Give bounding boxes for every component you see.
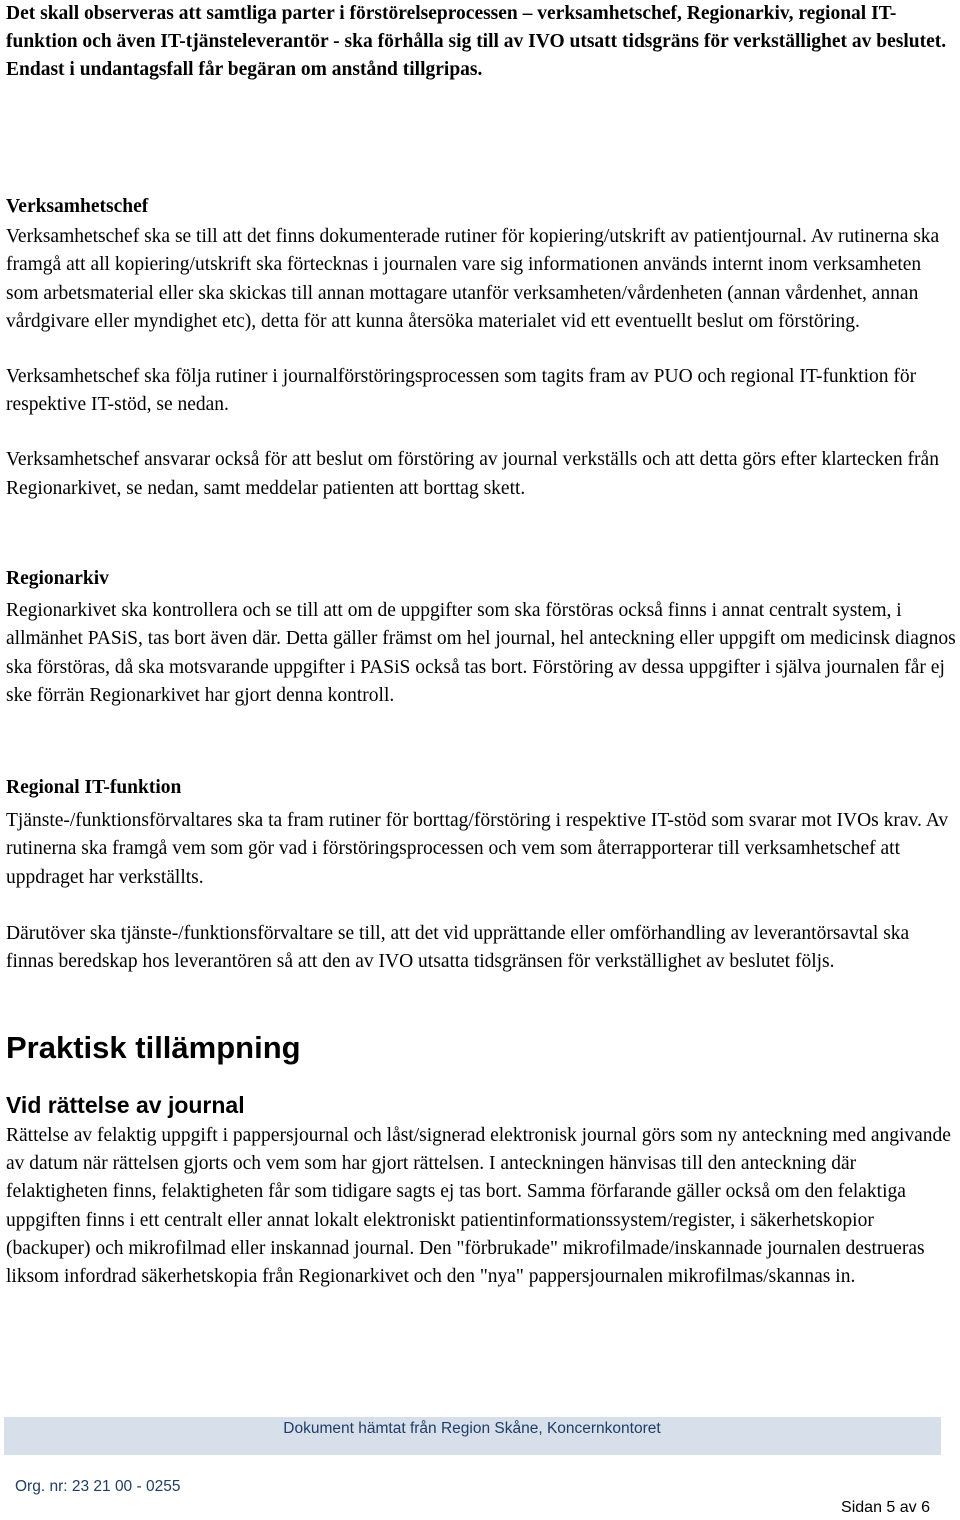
section-heading-regional-it: Regional IT-funktion: [6, 777, 182, 798]
rattelse-paragraph: Rättelse av felaktig uppgift i pappersjournal och låst/signerad elektronisk journal görs som ny anteckning med angivande av datum när rättelsen gjorts och vem som har gjort rättelsen. I anteckningen hänvisas till den anteckning där felaktigheten finns, felaktigheten får som tidigare sagts ej tas bort. Samma förfarande gäller också om den felaktiga uppgiften finns i ett centralt eller annat lokalt elektroniskt patientinformationssystem/register, i säkerhetskopior (backuper) och mikrofilmad eller inskannad journal. Den "förbrukade" mikrofilmade/inskannade journalen destrueras liksom infordrad säkerhetskopia från Regionarkivet och den "nya" pappersjournalen mikrofilmas/skannas in.: [6, 1125, 951, 1288]
praktisk-section: [6, 1028, 958, 1291]
footer-source: Dokument hämtat från Region Skåne, Koncernkontoret: [283, 1420, 661, 1437]
subheading-rattelse: Vid rättelse av journal: [6, 1092, 245, 1118]
verksamhetschef-section: [6, 193, 958, 503]
page-number: Sidan 5 av 6: [841, 1499, 930, 1516]
section-heading-verksamhetschef: Verksamhetschef: [6, 196, 149, 217]
verksamhetschef-paragraph-2: Verksamhetschef ska följa rutiner i journalförstöringsprocessen som tagits fram av PUO och regional IT-funktion för respektive IT-stöd, se nedan.: [6, 366, 917, 416]
verksamhetschef-paragraph-3: Verksamhetschef ansvarar också för att beslut om förstöring av journal verkställs och att detta görs efter klartecken från Regionarkivet, se nedan, samt meddelar patienten att borttag skett.: [6, 449, 939, 499]
regionarkiv-paragraph-1: Regionarkivet ska kontrollera och se till att om de uppgifter som ska förstöras också finns i annat centralt system, i allmänhet PASiS, tas bort även där. Detta gäller främst om hel journal, hel anteckning eller uppgift om medicinsk diagnos ska förstöras, då ska motsvarande uppgifter i PASiS också tas bort. Förstöring av dessa uppgifter i själva journalen får ej ske förrän Regionarkivet har gjort denna kontroll.: [6, 600, 956, 706]
regional-it-paragraph-2: Därutöver ska tjänste-/funktionsförvaltare se till, att det vid upprättande eller omförhandling av leverantörsavtal ska finnas beredskap hos leverantören så att den av IVO utsatta tidsgränsen för verkställighet av beslutet följs.: [6, 922, 910, 973]
verksamhetschef-paragraph-1: Verksamhetschef ska se till att det finns dokumenterade rutiner för kopiering/utskrift av patientjournal. Av rutinerna ska framgå att all kopiering/utskrift ska förtecknas i journalen vare sig informationen används internt inom verksamheten som arbetsmaterial eller ska skickas till annan mottagare utanför verksamheten/vårdenheten (annan vårdenhet, annan vårdgivare eller myndighet etc), detta för att kunna återsöka materialet vid ett eventuellt beslut om förstöring.: [6, 226, 940, 332]
regional-it-paragraph-1: Tjänste-/funktionsförvaltares ska ta fram rutiner för borttag/förstöring i respektive IT-stöd som svarar mot IVOs krav. Av rutinerna ska framgå vem som gör vad i förstöringsprocessen och vem som återrapporterar till verksamhetschef att uppdraget har verkställts.: [6, 810, 949, 888]
footer-org-number: Org. nr: 23 21 00 - 0255: [15, 1478, 181, 1495]
regional-it-section: [6, 774, 958, 976]
regionarkiv-section: [6, 565, 958, 710]
intro-section: [6, 0, 958, 85]
section-heading-regionarkiv: Regionarkiv: [6, 568, 109, 589]
section-heading-praktisk: Praktisk tillämpning: [6, 1030, 301, 1065]
intro-paragraph: Det skall observeras att samtliga parter i förstörelseprocessen – verksamhetschef, Regionarkiv, regional IT-funktion och även IT-tjänsteleverantör - ska förhålla sig till av IVO utsatt tidsgräns för verkställighet av beslutet. Endast i undantagsfall får begäran om anstånd tillgripas.: [6, 3, 947, 81]
